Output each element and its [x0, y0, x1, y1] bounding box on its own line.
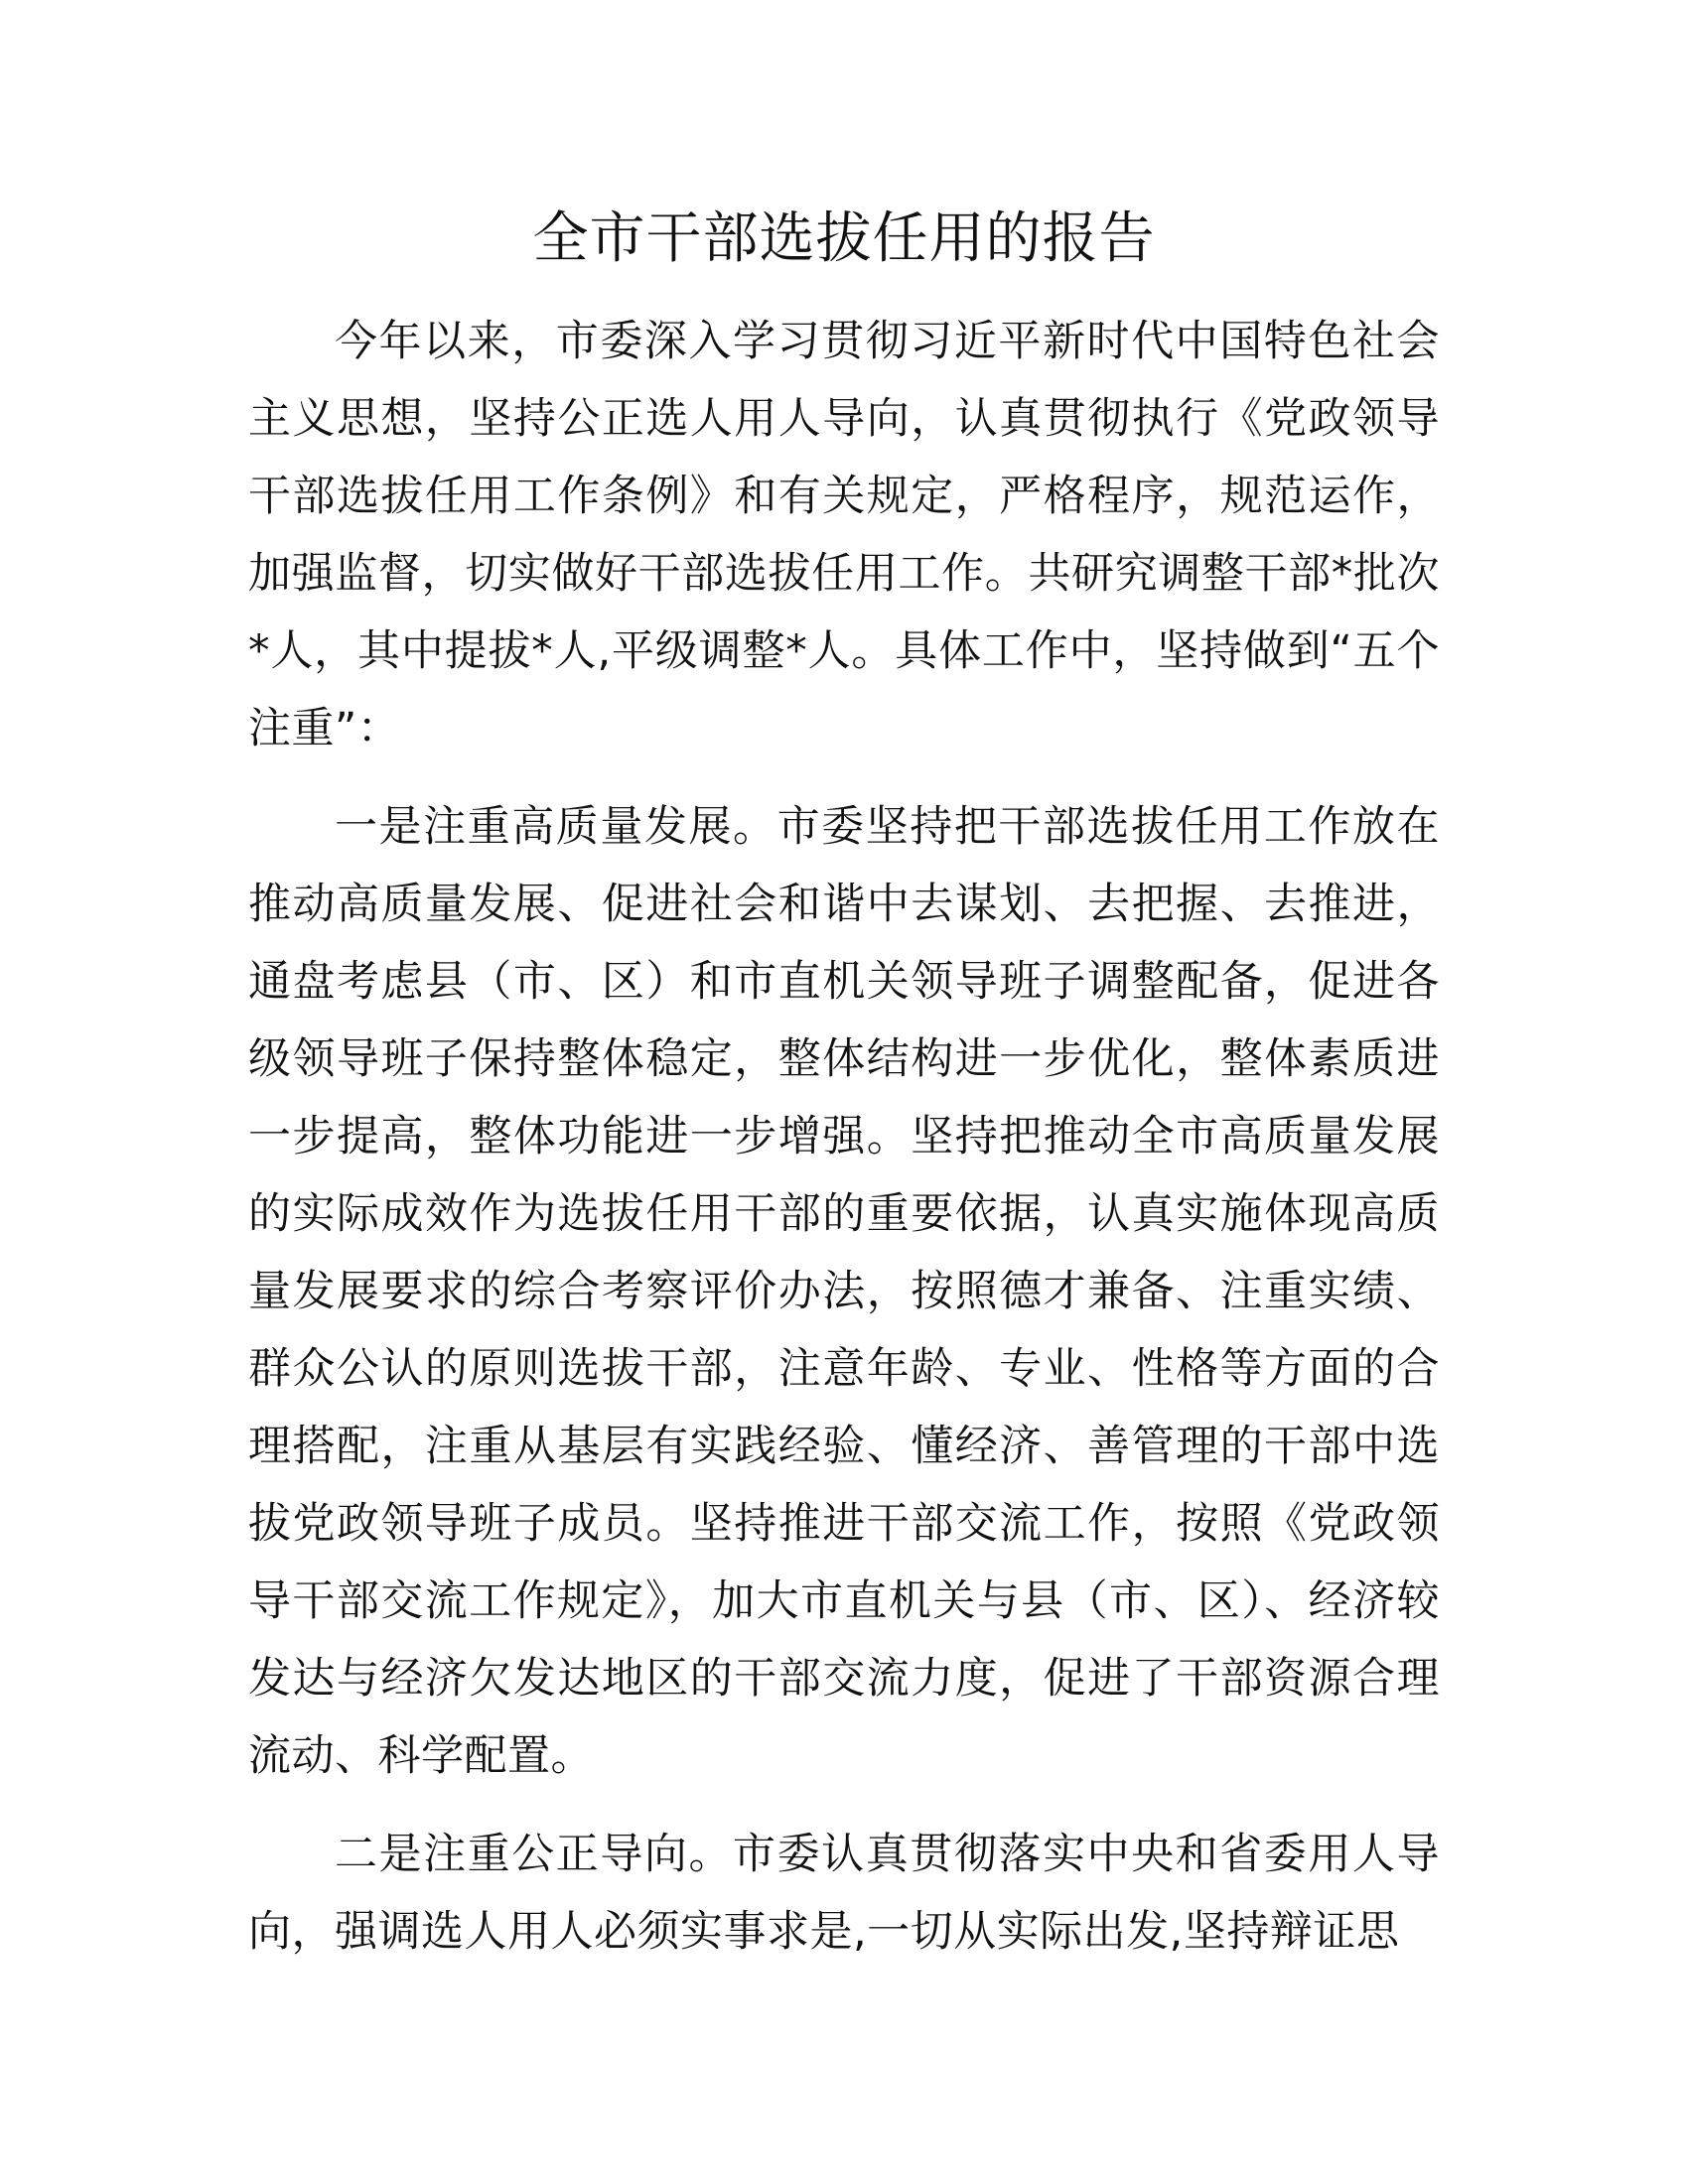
document-body: [248, 303, 1440, 1991]
paragraph-high-quality-development: 一是注重高质量发展。市委坚持把干部选拔任用工作放在推动高质量发展、促进社会和谐中去谋划、去把握、去推进，通盘考虑县（市、区）和市直机关领导班子调整配备，促进各级领导班子保持整体稳定，整体结构进一步优化，整体素质进一步提高，整体功能进一步增强。坚持把推动全市高质量发展的实际成效作为选拔任用干部的重要依据，认真实施体现高质量发展要求的综合考察评价办法，按照德才兼备、注重实绩、群众公认的原则选拔干部，注意年龄、专业、性格等方面的合理搭配，注重从基层有实践经验、懂经济、善管理的干部中选拔党政领导班子成员。坚持推进干部交流工作，按照《党政领导干部交流工作规定》，加大市直机关与县（市、区）、经济较发达与经济欠发达地区的干部交流力度，促进了干部资源合理流动、科学配置。: [248, 802, 1440, 1781]
document-title: 全市干部选拔任用的报告: [532, 206, 1156, 271]
paragraph-fair-orientation: 二是注重公正导向。市委认真贯彻落实中央和省委用人导向，强调选人用人必须实事求是,一切从实际出发,坚持辩证思: [248, 1830, 1440, 1957]
paragraph-intro: 今年以来，市委深入学习贯彻习近平新时代中国特色社会主义思想，坚持公正选人用人导向，认真贯彻执行《党政领导干部选拔任用工作条例》和有关规定，严格程序，规范运作，加强监督，切实做好干部选拔任用工作。共研究调整干部*批次*人，其中提拔*人,平级调整*人。具体工作中，坚持做到“五个注重”：: [248, 317, 1440, 753]
